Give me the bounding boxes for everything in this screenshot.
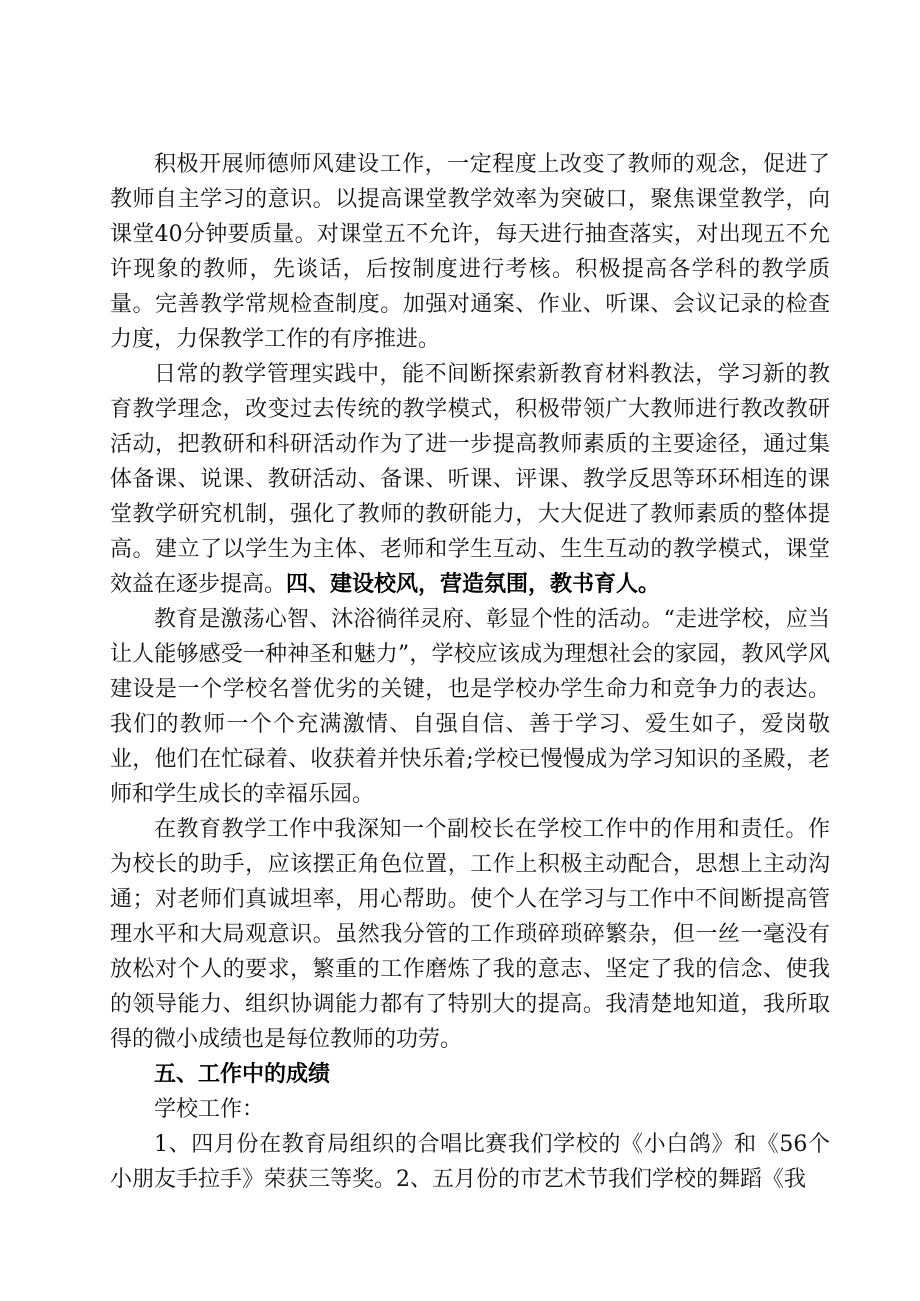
paragraph-achievements: 1、四月份在教育局组织的合唱比赛我们学校的《小白鸽》和《56个小朋友手拉手》荣获三等奖。2、五月份的市艺术节我们学校的舞蹈《我 (110, 1132, 830, 1192)
paragraph-school-culture: 教育是激荡心智、沐浴徜徉灵府、彰显个性的活动。“走进学校，应当让人能够感受一种神圣和魅力”，学校应该成为理想社会的家园，教风学风建设是一个学校名誉优劣的关键，也是学校办学生命力和竞争力的表达。我们的教师一个个充满激情、自强自信、善于学习、爱生如子，爱岗敬业，他们在忙碌着、收获着并快乐着;学校已慢慢成为学习知识的圣殿，老师和学生成长的幸福乐园。 (110, 607, 830, 807)
paragraph-teacher-ethics: 积极开展师德师风建设工作，一定程度上改变了教师的观念，促进了教师自主学习的意识。以提高课堂教学效率为突破口，聚焦课堂教学，向课堂40分钟要质量。对课堂五不允许，每天进行抽查落实，对出现五不允许现象的教师，先谈话，后按制度进行考核。积极提高各学科的教学质量。完善教学常规检查制度。加强对通案、作业、听课、会议记录的检查力度，力保教学工作的有序推进。 (110, 152, 830, 352)
heading-section-five: 五、工作中的成绩 (154, 1062, 331, 1087)
paragraph-teaching-management-text: 日常的教学管理实践中，能不间断探索新教育材料教法，学习新的教育教学理念，改变过去传统的教学模式，积极带领广大教师进行教改教研活动，把教研和科研活动作为了进一步提高教师素质的主要途径，通过集体备课、说课、教研活动、备课、听课、评课、教学反思等环环相连的课堂教学研究机制，强化了教师的教研能力，大大促进了教师素质的整体提高。建立了以学生为主体、老师和学生互动、生生互动的教学模式，课堂效益在逐步提高。 (110, 362, 830, 597)
heading-section-four: 四、建设校风，营造氛围，教书育人。 (286, 572, 661, 597)
document-page (110, 147, 830, 1197)
paragraph-vice-principal-role: 在教育教学工作中我深知一个副校长在学校工作中的作用和责任。作为校长的助手，应该摆正角色位置，工作上积极主动配合，思想上主动沟通；对老师们真诚坦率，用心帮助。使个人在学习与工作中不间断提高管理水平和大局观意识。虽然我分管的工作琐碎琐碎繁杂，但一丝一毫没有放松对个人的要求，繁重的工作磨炼了我的意志、坚定了我的信念、使我的领导能力、组织协调能力都有了特别大的提高。我清楚地知道，我所取得的微小成绩也是每位教师的功劳。 (110, 817, 830, 1052)
section-label-school-work: 学校工作： (154, 1097, 265, 1122)
paragraph-achievements-clip (110, 1127, 830, 1197)
paragraph-teaching-management (110, 357, 830, 602)
